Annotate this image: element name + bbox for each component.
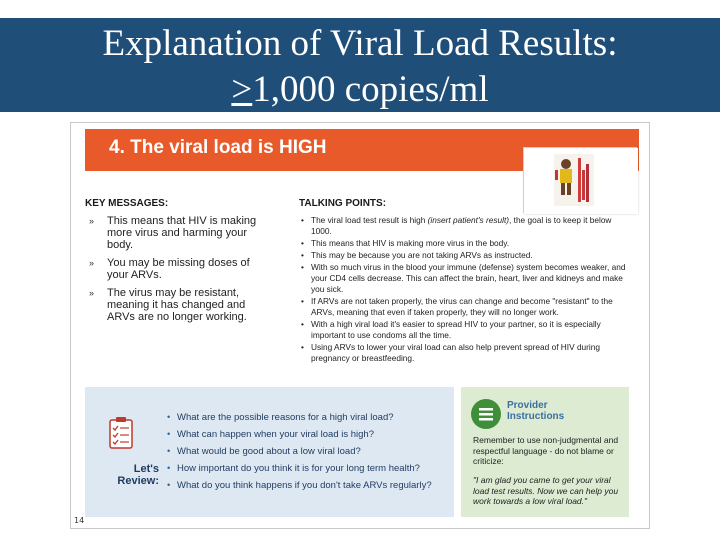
provider-instructions-body: Remember to use non-judgmental and respectful language - do not blame or criticize: — [473, 435, 619, 466]
talking-points-heading: TALKING POINTS: — [299, 198, 387, 209]
review-question: • What can happen when your viral load is high? — [165, 428, 450, 441]
document-page — [70, 122, 650, 529]
viral-load-picture-icon — [524, 148, 638, 214]
key-message-item: » The virus may be resistant, meaning it has changed and ARVs are no longer working. — [85, 287, 265, 323]
provider-title-line1: Provider — [507, 400, 548, 411]
lets-review-box — [85, 387, 454, 517]
provider-instructions-box — [461, 387, 629, 517]
provider-list-icon — [471, 399, 501, 429]
slide-title-line2 — [0, 68, 720, 112]
talking-point-first-start: The viral load test result is high — [311, 215, 428, 225]
talking-points-list — [299, 215, 629, 365]
page-heading: 4. The viral load is HIGH — [109, 137, 327, 158]
greater-than-underlined: > — [231, 69, 253, 110]
review-label-line1: Let's — [133, 463, 159, 475]
key-message-item: » This means that HIV is making more virus and harming your body. — [85, 215, 265, 251]
clipboard-checklist-icon — [109, 417, 133, 449]
review-question: • What do you think happens if you don't take ARVs regularly? — [165, 479, 450, 492]
lets-review-label — [97, 463, 159, 487]
review-question: • What are the possible reasons for a high viral load? — [165, 411, 450, 424]
review-questions-list — [165, 411, 450, 496]
talking-point-item: • If ARVs are not taken properly, the virus can change and become "resistant" to the ARVs, meaning that even if taken properly, they will no longer work. — [299, 296, 629, 318]
slide-title-line1: Explanation of Viral Load Results: — [102, 23, 618, 64]
key-messages-heading: KEY MESSAGES: — [85, 198, 169, 209]
photo-illustration — [523, 147, 637, 213]
key-message-item: » You may be missing doses of your ARVs. — [85, 257, 265, 281]
provider-instructions-quote: "I am glad you came to get your viral load test results. Now we can help you work towards a low viral load." — [473, 475, 619, 506]
talking-point-item: • Using ARVs to lower your viral load can also help prevent spread of HIV during pregnancy or breastfeeding. — [299, 342, 629, 364]
page-number: 14 — [74, 516, 85, 525]
provider-title-line2: Instructions — [507, 411, 565, 422]
talking-point-first-italic: (insert patient's result) — [427, 215, 510, 225]
talking-point-item: • This may be because you are not taking ARVs as instructed. — [299, 250, 629, 261]
talking-point-item: • With so much virus in the blood your immune (defense) system becomes weaker, and your CD4 cells decrease. This can affect the brain, heart, liver and kidneys and make you sick. — [299, 262, 629, 295]
provider-instructions-title — [507, 400, 564, 422]
talking-point-item: • With a high viral load it's easier to spread HIV to your partner, so it is especially important to use condoms all the time. — [299, 319, 629, 341]
talking-point-item — [299, 215, 629, 237]
talking-point-first-end: , the goal is to keep it below 1000. — [311, 215, 612, 236]
review-question: • How important do you think it is for your long term health? — [165, 462, 450, 475]
review-label-line2: Review: — [117, 475, 159, 487]
review-question: • What would be good about a low viral load? — [165, 445, 450, 458]
key-messages-list — [85, 215, 265, 329]
talking-point-item: • This means that HIV is making more virus in the body. — [299, 238, 629, 249]
title-threshold: 1,000 copies/ml — [252, 69, 489, 110]
